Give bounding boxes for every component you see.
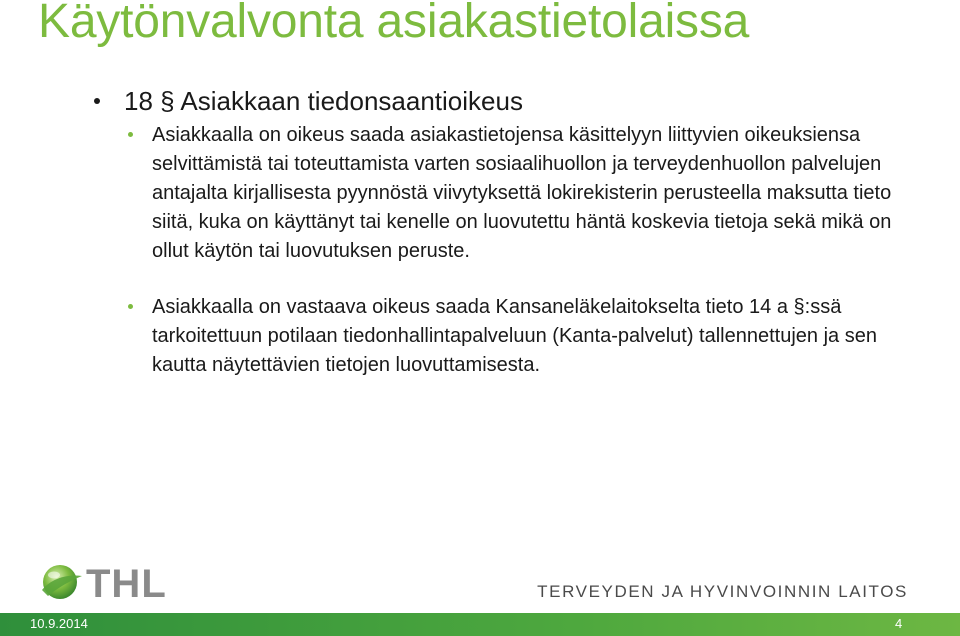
sub-bullet-2 [152,293,912,380]
slide-title: Käytönvalvonta asiakastietolaissa [38,0,750,48]
bullet-dot-icon [128,132,133,137]
sub-bullet-2-text: Asiakkaalla on vastaava oikeus saada Kansaneläkelaitokselta tieto 14 a §:ssä tarkoitettuun potilaan tiedonhallintapalveluun (Kanta-palvelut) tallennettujen ja sen kautta näytettävien tietojen luovuttamisesta. [152,296,877,376]
sub-bullet-1-text: Asiakkaalla on oikeus saada asiakastietojensa käsittelyyn liittyvien oikeuksiensa selvittämistä tai toteuttamista varten sosiaalihuollon ja terveydenhuollon palvelujen antajalta kirjallisesta pyynnöstä viivytyksettä lokirekisterin perusteella maksutta tieto siitä, kuka on käyttänyt tai kenelle on luovutettu häntä koskevia tietoja sekä mikä on ollut käytön tai luovutuksen peruste. [152,124,892,262]
institution-name: TERVEYDEN JA HYVINVOINNIN LAITOS [537,582,908,601]
page-number: 4 [895,616,903,631]
footer-bar [0,613,960,636]
bullet-dot-icon [94,98,100,104]
bullet-dot-icon [128,304,133,309]
section-heading-text: 18 § Asiakkaan tiedonsaantioikeus [124,86,523,116]
sub-bullet-1 [152,121,912,266]
logo-text: THL [86,562,167,606]
footer-date: 10.9.2014 [30,616,88,631]
